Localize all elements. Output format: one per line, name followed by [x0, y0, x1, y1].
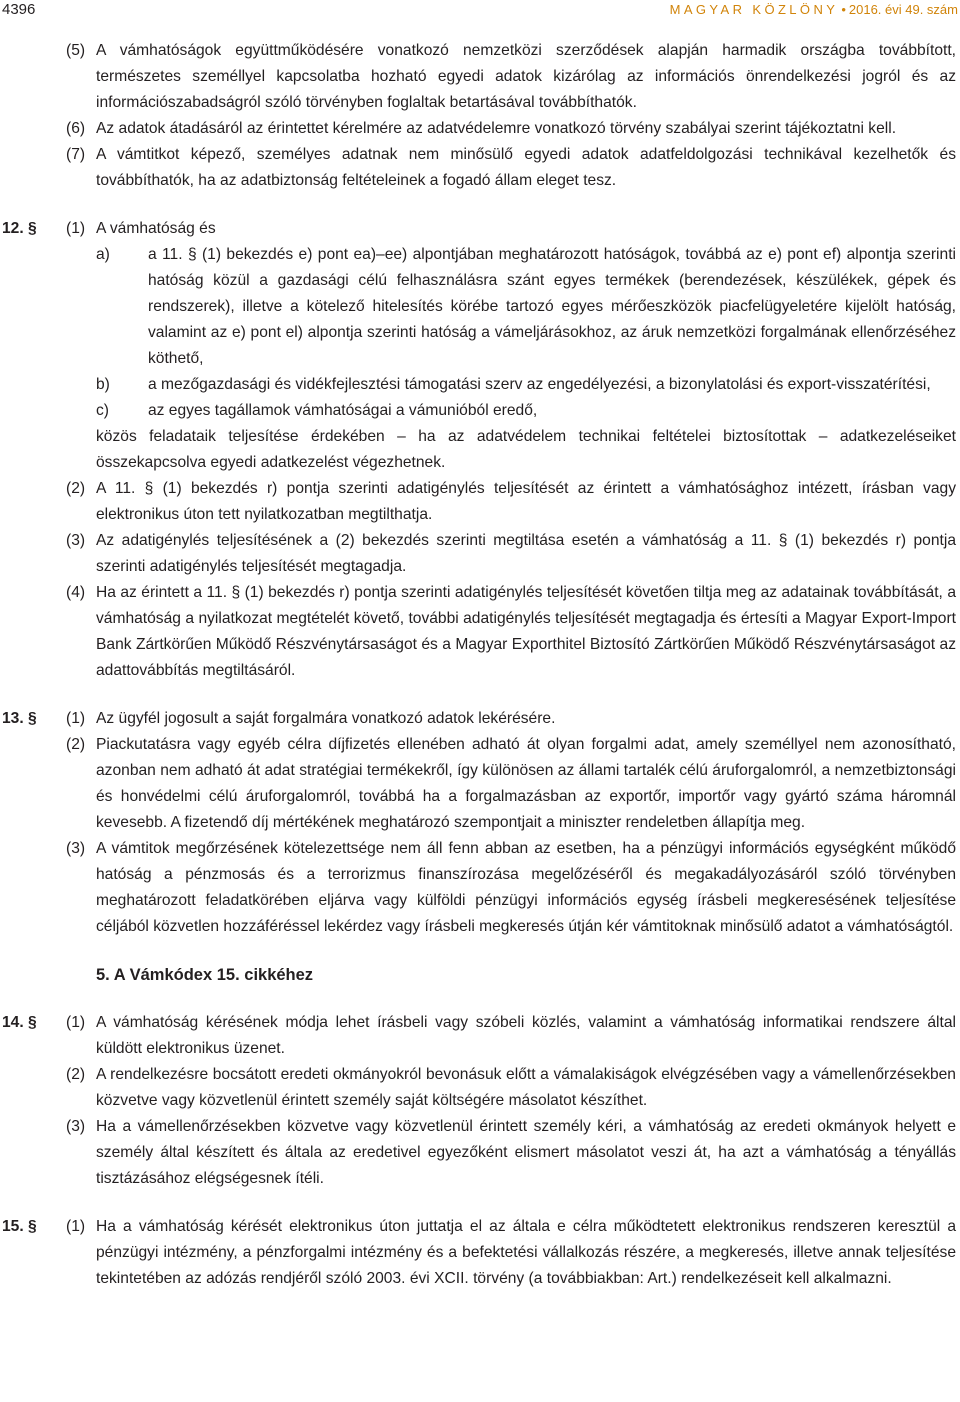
item-label: c) — [96, 402, 109, 419]
paragraph-number: (3) — [66, 532, 86, 549]
paragraph — [66, 836, 956, 940]
paragraph — [66, 528, 956, 580]
item-label: a) — [96, 246, 110, 263]
list-item — [96, 398, 956, 424]
issue-label: 2016. évi 49. szám — [848, 2, 958, 17]
paragraph-text: A vámhatóság kérésének módja lehet írásbeli vagy szóbeli közlés, valamint a vámhatóság informatikai rendszere által küldött elektronikus üzenet. — [96, 1014, 956, 1057]
paragraph-number: (1) — [66, 1014, 86, 1031]
paragraph-text: Ha az érintett a 11. § (1) bekezdés r) pontja szerinti adatigénylés teljesítését követően tiltja meg az adatainak továbbítását, a vámhatóság a nyilatkozat megtételét követő, további adatigénylés teljesítését megtagadja és értesíti a Magyar Export-Import Bank Zártkörűen Működő Részvénytársaságot és a Magyar Exporthitel Biztosító Zártkörűen Működő Részvénytársaságot az adattovábbítás megtiltásáról. — [96, 584, 956, 679]
section-13 — [0, 706, 960, 940]
intro-block — [0, 38, 960, 194]
paragraph — [66, 476, 956, 528]
paragraph-number: (2) — [66, 480, 86, 497]
paragraph-number: (4) — [66, 584, 86, 601]
paragraph-text: A vámhatóság és — [96, 220, 216, 237]
section-12 — [0, 216, 960, 684]
paragraph-text: Az adatok átadásáról az érintettet kérelmére az adatvédelemre vonatkozó törvény szabályai szerint tájékoztatni kell. — [96, 120, 897, 137]
paragraph-number: (5) — [66, 42, 86, 59]
paragraph-number: (3) — [66, 1118, 86, 1135]
paragraph — [66, 1114, 956, 1192]
paragraph-number: (7) — [66, 146, 86, 163]
item-text: a 11. § (1) bekezdés e) pont ea)–ee) alpontjában meghatározott hatóságok, továbbá az e) pont ef) alpontja szerinti hatóság közül a gazdasági célú felhasználásra szánt egyes termékek (berendezések, készülékek, gépek és rendszerek), illetve a kötelező hitelesítés körébe tartozó egyes mérőeszközök piacfelügyeletére kijelölt hatóság, valamint az e) pont el) alpontja szerinti hatóság a vámeljárásokhoz, az áruk nemzetközi forgalmának ellenőrzéséhez köthető, — [148, 246, 956, 367]
page-number: 4396 — [2, 1, 36, 18]
paragraph — [66, 1010, 956, 1062]
section-15 — [0, 1214, 960, 1292]
paragraph-number: (3) — [66, 840, 86, 857]
paragraph-text: A vámhatóságok együttműködésére vonatkozó nemzetközi szerződések alapján harmadik országba továbbított, természetes személlyel kapcsolatba hozható egyedi adatok kizárólag az információs önrendelkezési jogról és az információszabadságról szóló törvényben foglaltak betartásával továbbíthatók. — [96, 42, 956, 111]
list-item — [96, 242, 956, 372]
paragraph — [66, 706, 956, 732]
paragraph — [66, 216, 956, 242]
paragraph — [66, 116, 956, 142]
paragraph-text: Piackutatásra vagy egyéb célra díjfizetés ellenében adható át olyan forgalmi adat, amely személlyel nem azonosítható, azonban nem adható át adat stratégiai termékekről, így különösen az állami tartalék célú áruforgalomról, a nemzetbiztonsági és honvédelmi célú áruforgalomról, továbbá ha a forgalmazásban az exportőr, importőr vagy gyártó száma háromnál kevesebb. A fizetendő díj mértékének meghatározó szempontjait a miniszter rendeletben állapítja meg. — [96, 736, 956, 831]
paragraph-text: Ha a vámellenőrzésekben közvetve vagy közvetlenül érintett személy kéri, a vámhatóság az eredeti okmányok helyett e személy által készített és általa az eredetivel egyezőként elismert másolatot veszi át, ha azt a vámhatóság a tényállás tisztázásához elégségesnek ítéli. — [96, 1118, 956, 1187]
document-body — [0, 38, 960, 1292]
item-text: a mezőgazdasági és vidékfejlesztési támogatási szerv az engedélyezési, a bizonylatolási és export-visszatérítési, — [148, 376, 931, 393]
paragraph-text: Ha a vámhatóság kérését elektronikus úton juttatja el az általa e célra működtetett elektronikus rendszeren keresztül a pénzügyi intézmény, a pénzforgalmi intézmény és a befektetési vállalkozás részére, a megkeresés, illetve annak teljesítése tekintetében az adózás rendjéről szóló 2003. évi XCII. törvény (a továbbiakban: Art.) rendelkezéseit kell alkalmazni. — [96, 1218, 956, 1287]
paragraph-number: (2) — [66, 1066, 86, 1083]
paragraph-text: A vámtitkot képező, személyes adatnak nem minősülő egyedi adatok adatfeldolgozási technikával kezelhetők és továbbíthatók, ha az adatbiztonság feltételeinek a fogadó állam eleget tesz. — [96, 146, 956, 189]
paragraph — [66, 142, 956, 194]
separator-dot: • — [841, 2, 846, 17]
paragraph-text: Az adatigénylés teljesítésének a (2) bekezdés szerinti megtiltása esetén a vámhatóság a 11. § (1) bekezdés r) pontja szerinti adatigénylés teljesítését megtagadja. — [96, 532, 956, 575]
paragraph-number: (6) — [66, 120, 86, 137]
item-text: az egyes tagállamok vámhatóságai a vámunióból eredő, — [148, 402, 538, 419]
journal-title: MAGYAR KÖZLÖNY — [669, 2, 839, 17]
section-14 — [0, 1010, 960, 1192]
paragraph-text: Az ügyfél jogosult a saját forgalmára vonatkozó adatok lekérésére. — [96, 710, 556, 727]
paragraph — [66, 580, 956, 684]
paragraph-number: (1) — [66, 710, 86, 727]
paragraph — [66, 1062, 956, 1114]
paragraph-number: (1) — [66, 1218, 86, 1235]
paragraph-text: A rendelkezésre bocsátott eredeti okmányokról bevonásuk előtt a vámalakiságok elvégzésében vagy a vámellenőrzésekben közvetve vagy közvetlenül érintett személy saját költségére másolatot készíthet. — [96, 1066, 956, 1109]
header-publication — [670, 2, 958, 17]
item-label: b) — [96, 376, 110, 393]
paragraph-text: A vámtitok megőrzésének kötelezettsége nem áll fenn abban az esetben, ha a pénzügyi információs egységként működő hatóság a pénzmosás és a terrorizmus finanszírozása megelőzéséről és megakadályozásáról szóló törvényben meghatározott feladatkörében eljárva vagy külföldi pénzügyi információs egység írásbeli megkeresésének teljesítése céljából közvetlen hozzáféréssel lekérdez vagy írásbeli megkeresés útján kér vámtitoknak minősülő adatot a vámhatóságtól. — [96, 840, 956, 935]
section-number: 12. § — [2, 220, 37, 237]
paragraph — [66, 732, 956, 836]
list-item — [96, 372, 956, 398]
paragraph-text: A 11. § (1) bekezdés r) pontja szerinti adatigénylés teljesítését az érintett a vámhatósághoz intézett, írásban vagy elektronikus úton tett nyilatkozatban megtilthatja. — [96, 480, 956, 523]
section-number: 13. § — [2, 710, 37, 727]
paragraph — [66, 1214, 956, 1292]
section-number: 14. § — [2, 1014, 37, 1031]
closing-text: közös feladataik teljesítése érdekében – ha az adatvédelem technikai feltételei biztosítottak – adatkezeléseiket összekapcsolva egyedi adatkezelést végezhetnek. — [96, 428, 956, 471]
chapter-subtitle: 5. A Vámkódex 15. cikkéhez — [96, 966, 314, 984]
paragraph-number: (2) — [66, 736, 86, 753]
page-header — [0, 0, 960, 22]
paragraph-number: (1) — [66, 220, 86, 237]
section-number: 15. § — [2, 1218, 37, 1235]
paragraph — [66, 38, 956, 116]
